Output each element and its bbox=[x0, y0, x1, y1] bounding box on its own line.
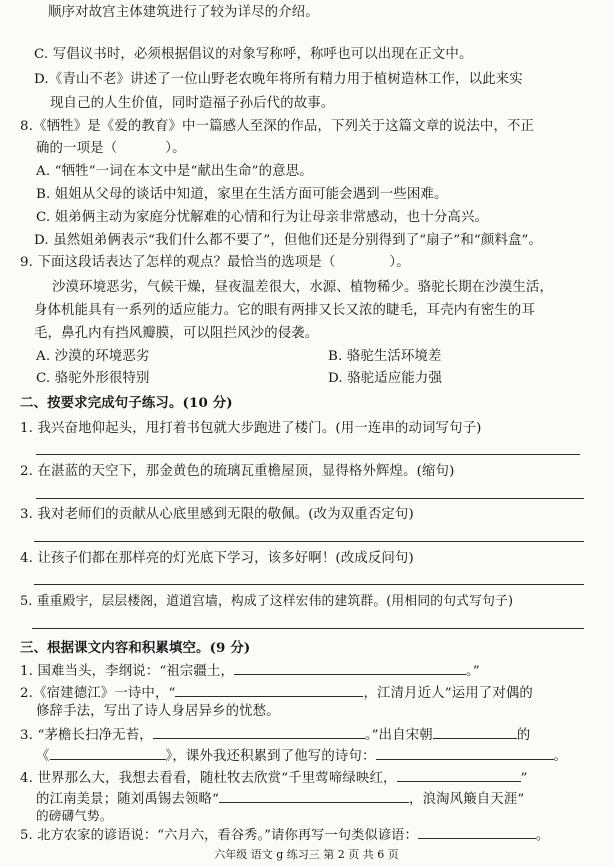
s3-q3-line1 bbox=[20, 724, 530, 745]
q9-option-c: C. 骆驼外形很特别 bbox=[36, 371, 150, 386]
q9-option-d: D. 骆驼适应能力强 bbox=[328, 371, 443, 386]
s3-q2-line1 bbox=[20, 682, 533, 703]
q9-passage-line1: 沙漠环境恶劣，气候干燥，昼夜温差很大，水源、植物稀少。骆驼长期在沙漠生活， bbox=[52, 280, 554, 295]
s3-q2-blank[interactable] bbox=[175, 682, 363, 697]
s3-q3-line2 bbox=[36, 745, 567, 766]
s3-q5-text: 5. 北方农家的谚语说：“六月六，看谷秀。”请你再写一句类似谚语： bbox=[20, 828, 418, 843]
page-footer: 六年级 语文 g 练习三 第 2 页 共 6 页 bbox=[214, 848, 399, 861]
q7-option-d-line2: 现自己的人生价值，同时造福子孙后代的故事。 bbox=[50, 96, 335, 111]
section2-title: 二、按要求完成句子练习。(10 分) bbox=[20, 395, 233, 411]
s3-q2-line2: 修辞手法，写出了诗人身居异乡的忧愁。 bbox=[36, 704, 280, 719]
s2-q4-answer-line[interactable] bbox=[34, 584, 584, 585]
s2-q2: 2. 在湛蓝的天空下，那金黄色的琉璃瓦重檐屋顶，显得格外辉煌。(缩句) bbox=[20, 464, 455, 479]
q8-stem-close: ）。 bbox=[165, 141, 186, 156]
s3-q3-text: 3. “茅檐长扫净无苔， bbox=[20, 728, 153, 743]
q7-option-c: C. 写倡议书时，必须根据倡议的对象写称呼，称呼也可以出现在正文中。 bbox=[34, 47, 473, 62]
q8-option-b: B. 姐姐从父母的谈话中知道，家里在生活方面可能会遇到一些困难。 bbox=[36, 187, 448, 202]
q9-stem-close: ）。 bbox=[389, 255, 410, 270]
s3-q1-blank[interactable] bbox=[234, 660, 466, 675]
s3-q5-end: 。 bbox=[535, 828, 550, 843]
s3-q4-text: 4. 世界那么大，我想去看看，随杜牧去欣赏“千里莺啼绿映红， bbox=[20, 771, 397, 786]
s3-q3-de: 的 bbox=[516, 728, 531, 743]
section3-title: 三、根据课文内容和积累填空。(9 分) bbox=[20, 640, 251, 656]
s3-q4-blank2[interactable] bbox=[219, 788, 409, 803]
s3-q1 bbox=[20, 660, 480, 681]
s3-q3-blank-line[interactable] bbox=[153, 724, 365, 739]
q9-passage-line2: 身体机能具有一系列的适应能力。它的眼有两排又长又浓的睫毛，耳壳内有密生的耳 bbox=[34, 303, 536, 318]
s3-q4-blank1[interactable] bbox=[397, 767, 521, 782]
s3-q2-text: 2.《宿建德江》一诗中，“ bbox=[20, 686, 176, 701]
s3-q3-text-more: 》，课外我还积累到了他写的诗句： bbox=[165, 749, 376, 764]
q9-option-a: A. 沙漠的环境恶劣 bbox=[36, 349, 150, 364]
s3-q4-text3: ，浪淘风簸自天涯” bbox=[409, 792, 525, 807]
q7-option-b-tail: 顺序对故宫主体建筑进行了较为详尽的介绍。 bbox=[48, 5, 319, 20]
s3-q3-blank-poet[interactable] bbox=[433, 724, 517, 739]
s2-q3: 3. 我对老师们的贡献从心底里感到无限的敬佩。(改为双重否定句) bbox=[20, 507, 414, 522]
s3-q3-open-bracket: 《 bbox=[36, 749, 50, 764]
q9-passage-line3: 毛，鼻孔内有挡风瓣膜，可以阻拦风沙的侵袭。 bbox=[34, 326, 319, 341]
s3-q5 bbox=[20, 826, 549, 844]
s2-q5: 5. 重重殿宇，层层楼阁，道道宫墙，构成了这样宏伟的建筑群。(用相同的句式写句子) bbox=[20, 594, 514, 609]
s3-q4-close-quote: ” bbox=[520, 771, 528, 786]
s3-q4-line2 bbox=[36, 788, 524, 809]
s3-q4-line3: 的磅礴气势。 bbox=[36, 808, 113, 823]
s3-q1-text: 1. 国难当头，李纲说：“祖宗疆土， bbox=[20, 664, 235, 679]
q9-option-b: B. 骆驼生活环境差 bbox=[328, 349, 442, 364]
s3-q3-blank-verse[interactable] bbox=[376, 745, 554, 760]
s2-q1: 1. 我兴奋地仰起头，甩打着书包就大步跑进了楼门。(用一连串的动词写句子) bbox=[20, 421, 482, 436]
s3-q4-text2: 的江南美景；随刘禹锡去领略“ bbox=[36, 792, 220, 807]
s2-q1-answer-line[interactable] bbox=[36, 454, 580, 455]
s3-q4-line1 bbox=[20, 767, 528, 788]
s3-q3-source-text: 。”出自宋朝 bbox=[364, 728, 433, 743]
q7-option-d-line1: D.《青山不老》讲述了一位山野老农晚年将所有精力用于植树造林工作，以此来实 bbox=[34, 72, 523, 87]
q8-option-d: D. 虽然姐弟俩表示“我们什么都不要了”，但他们还是分别得到了“扇子”和“颜料盒”。 bbox=[34, 233, 543, 248]
s3-q1-end: 。” bbox=[466, 664, 480, 679]
s3-q5-blank[interactable] bbox=[418, 826, 536, 839]
q8-stem-text: 确的一项是（ bbox=[36, 141, 118, 156]
q8-stem-line1: 8.《牺牲》是《爱的教育》中一篇感人至深的作品，下列关于这篇文章的说法中，不正 bbox=[20, 119, 535, 134]
s3-q3-end: 。 bbox=[553, 749, 568, 764]
s2-q4: 4. 让孩子们都在那样亮的灯光底下学习，该多好啊！(改成反问句) bbox=[20, 551, 414, 566]
s2-q2-answer-line[interactable] bbox=[36, 498, 584, 499]
q8-option-c: C. 姐弟俩主动为家庭分忧解难的心情和行为让母亲非常感动，也十分高兴。 bbox=[36, 210, 489, 225]
q9-stem bbox=[20, 253, 410, 272]
q8-option-a: A. “牺牲”一词在本文中是“献出生命”的意思。 bbox=[36, 164, 313, 179]
s3-q3-blank-title[interactable] bbox=[50, 745, 166, 760]
q9-stem-text: 9. 下面这段话表达了怎样的观点？最恰当的选项是（ bbox=[20, 255, 336, 270]
s2-q5-answer-line[interactable] bbox=[32, 628, 584, 629]
s3-q2-text-tail: ，江清月近人”运用了对偶的 bbox=[363, 686, 533, 701]
q8-stem-line2 bbox=[36, 139, 186, 158]
s2-q3-answer-line[interactable] bbox=[34, 541, 584, 542]
